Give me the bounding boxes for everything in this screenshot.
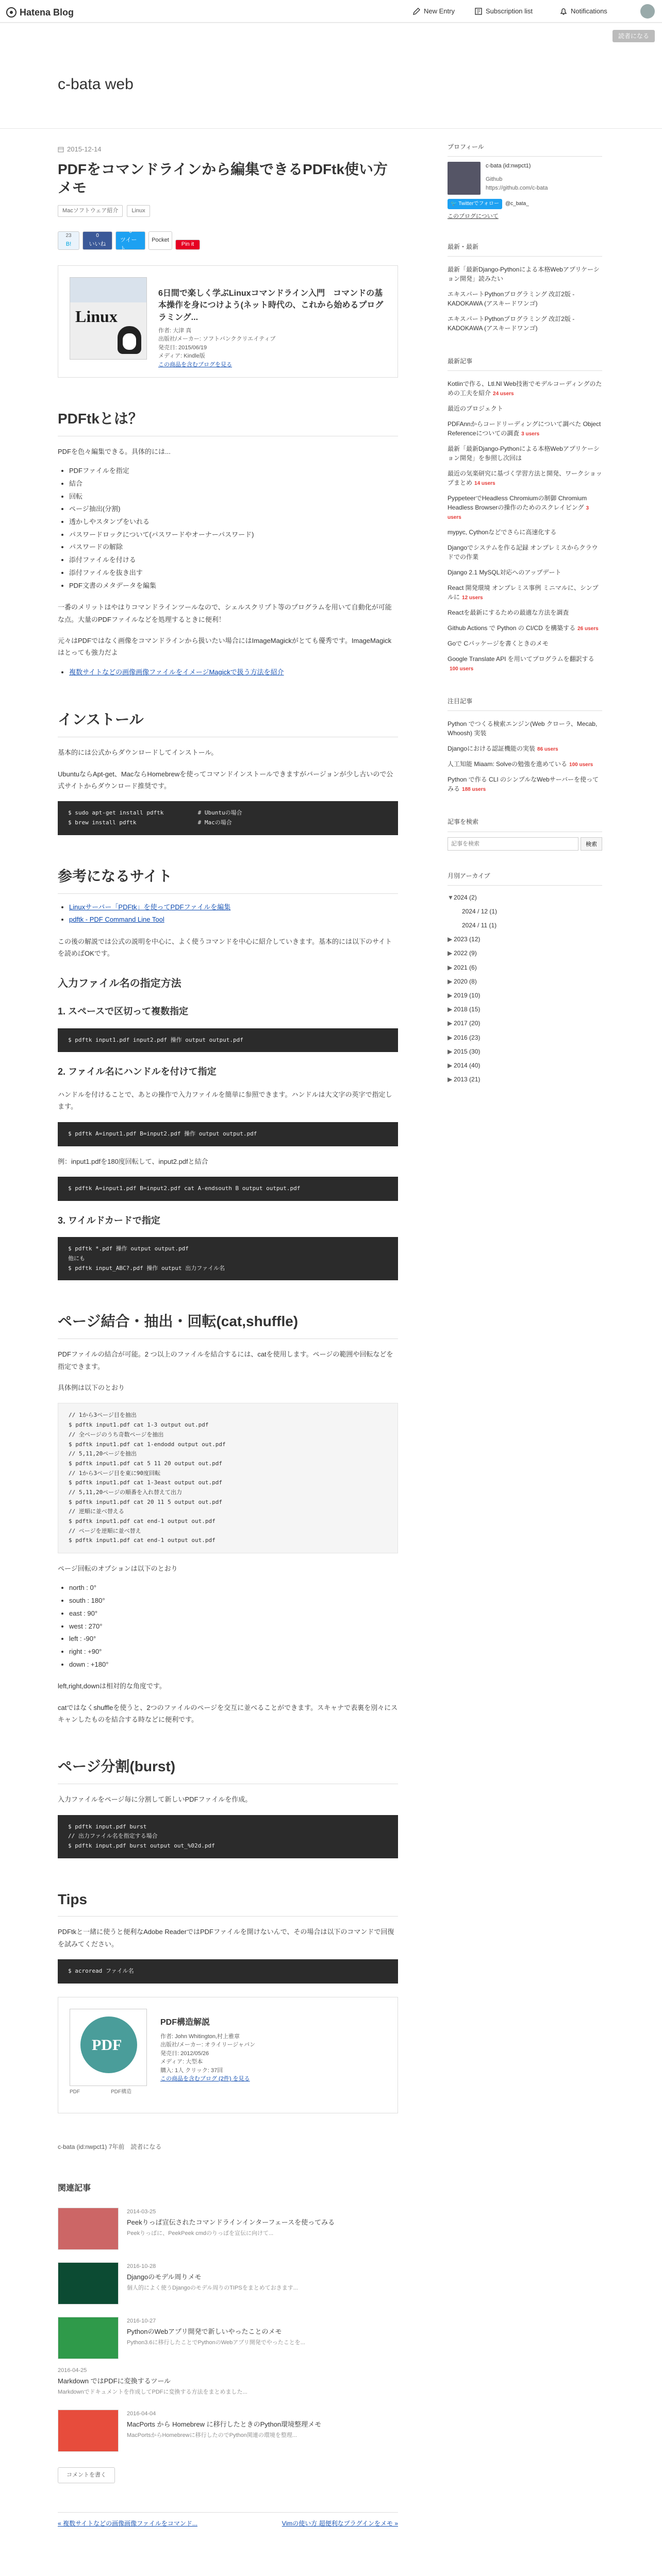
imagemagick-link[interactable]: 複数サイトなどの画像画像ファイルをイメージMagickで扱う方法を紹介 xyxy=(69,668,284,676)
book-meta xyxy=(160,2032,255,2083)
related-thumbnail[interactable] xyxy=(58,2410,119,2452)
subsection-heading: 3. ワイルドカードで指定 xyxy=(58,1215,160,1226)
book-info xyxy=(158,277,386,366)
pdf-book-cover[interactable] xyxy=(70,2009,147,2086)
sidebar-entry[interactable] xyxy=(448,416,602,441)
related-date: 2014-03-25 xyxy=(127,2208,156,2215)
logo-text: Hatena Blog xyxy=(20,7,74,18)
book-title[interactable]: 6日間で楽しく学ぶLinuxコマンドライン入門 コマンドの基本操作を身につけよう(ネット時代の、これから始めるプログラミング... xyxy=(158,289,384,322)
code-line: // 1から3ページ目を東に90度回転 xyxy=(69,1469,161,1477)
module-heading: 注目記事 xyxy=(448,697,602,711)
entry-link[interactable]: Reactを最新にするための最適な方法を調査 xyxy=(448,609,569,617)
sidebar-entry[interactable] xyxy=(448,441,602,466)
sidebar-entry[interactable] xyxy=(448,620,602,636)
archive-year-label[interactable]: 2013 (21) xyxy=(454,1076,481,1083)
archive-year-label[interactable]: 2023 (12) xyxy=(454,936,481,943)
archive-year-label[interactable]: 2019 (10) xyxy=(454,992,481,999)
list-item: • ページ抽出(分割) xyxy=(69,503,398,516)
section-heading: 参考になるサイト xyxy=(58,865,398,894)
archive-year[interactable] xyxy=(448,989,602,1003)
book-date: 発売日: 2012/05/26 xyxy=(160,2050,209,2057)
sidebar-entry[interactable] xyxy=(448,605,602,620)
sidebar-entry[interactable] xyxy=(448,580,602,605)
section-heading: インストール xyxy=(58,708,398,737)
book-title[interactable]: PDF構造解説 xyxy=(160,2018,210,2027)
archive-year-label[interactable]: 2015 (30) xyxy=(454,1047,481,1055)
module-heading: 最新記事 xyxy=(448,357,602,371)
entry-link[interactable]: 最近のプロジェクト xyxy=(448,405,503,413)
entry-title[interactable]: PDFをコマンドラインから編集できるPDFtk使い方メモ xyxy=(58,161,388,196)
category-tag[interactable]: Macソフトウェア紹介 xyxy=(58,205,123,217)
related-title[interactable]: Djangoのモデル周りメモ xyxy=(127,2273,202,2281)
category-list xyxy=(58,205,398,217)
module-heading: プロフィール xyxy=(448,142,602,157)
fb-count: 0 xyxy=(96,233,99,239)
search-input[interactable] xyxy=(448,837,578,851)
list-item: • west : 270° xyxy=(69,1620,398,1633)
pencil-icon xyxy=(412,7,421,15)
paragraph: 一番のメリットはやはりコマンドラインツールなので、シェルスクリプト等のプログラムを用いて自動化が可能な点。大量のPDFファイルなどを処理するときに便利！ xyxy=(58,603,392,623)
archive-year-label[interactable]: 2021 (6) xyxy=(454,963,477,971)
module-heading: 記事を検索 xyxy=(448,817,602,832)
sidebar-entry[interactable]: 最新「最新Django-Pythonによる本格Webアプリケーション開発」読みたい xyxy=(448,265,600,282)
triangle-right-icon[interactable]: ▶ xyxy=(448,950,453,957)
book-author: 作者: 大津 真 xyxy=(158,327,192,334)
prev-entry-link[interactable]: « 複数サイトなどの画像画像ファイルをコマンド... xyxy=(58,2520,197,2528)
list-item: • パスワードの解除 xyxy=(69,541,398,554)
archive-year[interactable] xyxy=(448,975,602,989)
book-media: メディア: Kindle版 xyxy=(158,353,205,360)
archive-year-label[interactable]: 2014 (40) xyxy=(454,1061,481,1069)
cover-caption: PDF構造 xyxy=(111,2089,131,2095)
paragraph: UbuntuならApt-get、MacならHomebrewを使ってコマンドインストールできますがバージョンが少し古いので公式サイトからダウンロード推奨です。 xyxy=(58,770,393,790)
list-item: • PDF文書のメタデータを編集 xyxy=(69,580,398,592)
section-heading: ページ結合・抽出・回転(cat,shuffle) xyxy=(58,1310,398,1339)
blog-header xyxy=(0,52,662,129)
triangle-right-icon[interactable]: ▶ xyxy=(448,963,453,971)
archive-year[interactable] xyxy=(448,1059,602,1073)
entry-link[interactable]: 最近の気楽研究に基づく学習方法と開発、ワークショップまとめ xyxy=(448,470,602,487)
entry-pager xyxy=(58,2512,398,2529)
sidebar-entry[interactable] xyxy=(448,651,602,676)
reference-links xyxy=(58,901,398,926)
triangle-right-icon[interactable]: ▶ xyxy=(448,936,453,943)
search-button[interactable]: 検索 xyxy=(581,837,602,851)
hatena-bookmark-button[interactable] xyxy=(58,231,79,250)
bookmark-count-badge[interactable]: 188 users xyxy=(462,787,486,793)
twitter-follow-label: Twitterでフォロー xyxy=(458,201,500,207)
code-block[interactable] xyxy=(58,1237,398,1280)
related-date: 2016-04-25 xyxy=(58,2367,87,2374)
paragraph: ハンドルを付けることで、あとの操作で入力ファイルを簡単に参照できます。ハンドルは大文字の英字で指定します。 xyxy=(58,1091,392,1111)
section-heading: Tips xyxy=(58,1888,398,1917)
archive-year-label[interactable]: 2024 (2) xyxy=(454,893,477,901)
code-line: $ pdftk input_ABC?.pdf 操作 output 出力ファイル名 xyxy=(68,1264,225,1272)
related-item[interactable] xyxy=(58,2208,398,2250)
profile-module xyxy=(448,142,602,222)
related-title[interactable]: Peekりっぱ宣伝されたコマンドラインインターフェースを使ってみる xyxy=(127,2218,335,2227)
related-date: 2016-10-27 xyxy=(127,2317,156,2324)
triangle-right-icon[interactable]: ▶ xyxy=(448,1020,453,1027)
subsection-heading: 入力ファイル名の指定方法 xyxy=(58,977,181,989)
code-line: $ pdftk input1.pdf cat 1-endodd output out.pdf xyxy=(69,1440,226,1448)
fb-label: いいね xyxy=(89,241,106,248)
list-item: • 添付ファイルを抜き出す xyxy=(69,567,398,580)
pocket-label: Pocket xyxy=(152,237,169,244)
code-line: $ pdftk input1.pdf cat 20 11 5 output out.pdf xyxy=(69,1498,223,1505)
sidebar-entry[interactable] xyxy=(448,401,602,416)
related-heading: 関連記事 xyxy=(58,2184,91,2193)
bookmark-count-badge[interactable]: 100 users xyxy=(569,762,593,768)
sidebar xyxy=(448,142,602,1107)
code-line: // 1から3ページ目を抽出 xyxy=(69,1412,137,1419)
related-item[interactable] xyxy=(58,2366,398,2397)
code-line: // 全ページのうち奇数ページを抽出 xyxy=(69,1431,164,1438)
write-comment-button[interactable]: コメントを書く xyxy=(58,2467,115,2484)
archive-year[interactable] xyxy=(448,1073,602,1087)
subscription-label: Subscription list xyxy=(486,7,533,15)
section-heading: PDFtkとは？ xyxy=(58,408,398,436)
archive-module xyxy=(448,871,602,1087)
related-date: 2016-10-28 xyxy=(127,2263,156,2269)
amazon-book-card xyxy=(58,1997,398,2113)
subsection-heading: 1. スペースで区切って複数指定 xyxy=(58,1006,189,1016)
book-publisher: 出版社/メーカー: ソフトバンククリエイティブ xyxy=(158,336,276,343)
related-list xyxy=(58,2208,398,2452)
bookmark-count-badge[interactable]: 86 users xyxy=(537,747,558,753)
code-line: // 5,11,20ページの順番を入れ替えて出力 xyxy=(69,1488,183,1496)
code-line: $ brew install pdftk # Macの場合 xyxy=(68,819,232,826)
sidebar-entry[interactable] xyxy=(448,466,602,490)
triangle-right-icon[interactable]: ▶ xyxy=(448,1047,453,1055)
entry-link[interactable]: Python でつくる検索エンジン(Web クローラ、Mecab, Whoosh) 実装 xyxy=(448,720,598,737)
archive-year[interactable] xyxy=(448,946,602,960)
related-title[interactable]: MacPorts から Homebrew に移行したときのPython環境整理メモ xyxy=(127,2420,322,2429)
tw-label: ツイート xyxy=(120,236,137,252)
new-entry-label: New Entry xyxy=(424,7,455,15)
sidebar-entry[interactable] xyxy=(448,490,602,524)
profile-subtitle: Github xyxy=(486,176,503,182)
sidebar-entry[interactable] xyxy=(448,716,602,741)
tw-count: 0 xyxy=(129,228,132,234)
twitter-handle[interactable]: @c_bata_ xyxy=(505,201,529,207)
entry-link[interactable]: Python で作る CLI のシンプルなWebサーバーを使ってみる xyxy=(448,776,599,793)
code-line: $ pdftk input1.pdf cat 1-3 output out.pdf xyxy=(69,1421,209,1429)
pin-label: Pin it xyxy=(181,241,194,248)
book-extra: 購入: 1人 クリック: 37回 xyxy=(160,2067,223,2074)
paragraph: PDFを色々編集できる。具体的には... xyxy=(58,447,171,455)
pinterest-button[interactable] xyxy=(175,240,200,250)
hatena-logo-icon xyxy=(6,7,16,18)
hatebu-count: 23 xyxy=(65,233,72,239)
paragraph: 元々はPDFではなく画像をコマンドラインから扱いたい場合にはImageMagickがとても優秀です。ImageMagickはとっても強力だよ xyxy=(58,637,392,657)
archive-month[interactable]: 2024 / 11 (1) xyxy=(462,922,497,929)
list-item: • east : 90° xyxy=(69,1607,398,1620)
sidebar-entry[interactable] xyxy=(448,524,602,540)
archive-year-label[interactable]: 2016 (23) xyxy=(454,1033,481,1041)
code-line: $ pdftk *.pdf 操作 output output.pdf xyxy=(68,1245,189,1252)
recent-entries-module xyxy=(448,357,602,676)
list-item: • south : 180° xyxy=(69,1595,398,1607)
archive-month[interactable]: 2024 / 12 (1) xyxy=(462,907,498,915)
sidebar-entry[interactable] xyxy=(448,540,602,565)
featured-module xyxy=(448,697,602,796)
category-tag[interactable]: Linux xyxy=(127,205,150,217)
related-item[interactable] xyxy=(58,2262,398,2304)
entry-link[interactable]: Google Translate API を用いてプログラムを翻訳する xyxy=(448,655,594,663)
global-header xyxy=(0,0,662,23)
list-item: • 回転 xyxy=(69,490,398,503)
link-list xyxy=(58,666,398,679)
list-item: • 結合 xyxy=(69,478,398,490)
code-block[interactable]: $ acroread ファイル名 xyxy=(58,1959,398,1984)
twitter-tweet-button[interactable] xyxy=(115,228,145,252)
archive-year-label[interactable]: 2022 (9) xyxy=(454,950,477,957)
sidebar-entry[interactable] xyxy=(448,756,602,772)
bookmark-count-badge[interactable]: 3 users xyxy=(521,431,540,437)
user-avatar[interactable] xyxy=(640,4,655,19)
code-line: $ pdftk input1.pdf cat end-1 output out.pdf xyxy=(69,1518,216,1524)
author-line[interactable]: c-bata (id:nwpct1) 7年前 読者になる xyxy=(58,2143,162,2150)
list-item: • north : 0° xyxy=(69,1582,398,1595)
triangle-right-icon[interactable]: ▶ xyxy=(448,1033,453,1041)
profile-url[interactable]: https://github.com/c-bata xyxy=(486,185,548,192)
bookmark-count-badge[interactable]: 100 users xyxy=(450,666,474,672)
triangle-right-icon[interactable]: ▶ xyxy=(448,977,453,985)
paragraph: この後の解説では公式の説明を中心に、よく使うコマンドを中心に紹介していきます。基本的には以下のサイトを読めばOKです。 xyxy=(58,938,392,958)
book-date: 発売日: 2015/06/19 xyxy=(158,344,207,351)
next-entry-link[interactable]: Vimの使い方 超便利なプラグインをメモ » xyxy=(282,2520,398,2528)
paragraph: catではなくshuffleを使うと、2つのファイルのページを交互に並べることができます。スキャナで表裏を別々にスキャンしたものを結合する時などに便利です。 xyxy=(58,1703,398,1724)
entry-link[interactable]: mypyc, Cythonなどでさらに高速化する xyxy=(448,529,557,536)
archive-year[interactable] xyxy=(448,1003,602,1016)
code-line: // 5,11,20ページを抽出 xyxy=(69,1450,137,1458)
code-block[interactable]: $ pdftk input1.pdf input2.pdf 操作 output output.pdf xyxy=(58,1028,398,1053)
related-thumbnail[interactable] xyxy=(58,2317,119,2359)
module-heading: 最新・最新 xyxy=(448,242,602,257)
entry-date[interactable] xyxy=(58,144,398,155)
pdf-cover-graphic xyxy=(80,2016,137,2073)
list-item: • パスワードロックについて(パスワードやオーナーパスワード) xyxy=(69,529,398,541)
paragraph: 具体例は以下のとおり xyxy=(58,1384,125,1392)
hatebu-icon: B! xyxy=(65,241,72,248)
cover-stripe xyxy=(70,278,146,302)
triangle-right-icon[interactable]: ▶ xyxy=(448,992,453,999)
code-block[interactable] xyxy=(58,1815,398,1858)
amazon-book-card xyxy=(58,265,398,378)
paragraph: 例：input1.pdfを180度回転して、input2.pdfと結合 xyxy=(58,1157,208,1165)
entry-link[interactable]: 最新「最新Django-Pythonによる本格Webアプリケーション開発」を参照し次回は xyxy=(448,445,600,462)
bookmark-count-badge[interactable]: 24 users xyxy=(493,391,514,397)
list-item: • left : -90° xyxy=(69,1633,398,1646)
profile-name[interactable]: c-bata (id:nwpct1) xyxy=(486,163,531,170)
module-heading: 月別アーカイブ xyxy=(448,871,602,886)
popular-module xyxy=(448,242,602,336)
twitter-follow-button[interactable] xyxy=(448,199,502,209)
related-title[interactable]: Markdown ではPDFに変換するツール xyxy=(58,2377,171,2385)
related-item[interactable] xyxy=(58,2410,398,2452)
entry-link[interactable]: Github Actions で Python の CI/CD を構築する xyxy=(448,624,576,632)
sidebar-entry[interactable]: エキスパートPythonプログラミング 改訂2版 - KADOKAWA (アスキードワンゴ) xyxy=(448,290,575,307)
article xyxy=(58,144,398,2529)
section-heading: ページ分割(burst) xyxy=(58,1755,398,1784)
cover-title: Linux xyxy=(75,307,118,326)
cover-caption: PDF xyxy=(70,2089,80,2095)
bookmark-count-badge[interactable]: 12 users xyxy=(462,595,483,601)
subscription-list-button[interactable] xyxy=(474,6,533,17)
triangle-down-icon[interactable]: ▼ xyxy=(448,893,454,901)
sidebar-entry[interactable] xyxy=(448,636,602,651)
hatena-blog-logo[interactable] xyxy=(6,5,74,20)
entry-date-text: 2015-12-14 xyxy=(67,145,102,153)
code-line: // 逆順に並べ替える xyxy=(69,1508,124,1515)
entry-link[interactable]: Djangoにおける認証機能の実装 xyxy=(448,745,536,753)
archive-year[interactable] xyxy=(448,1045,602,1059)
code-block[interactable] xyxy=(58,801,398,835)
blog-title[interactable]: c-bata web xyxy=(58,76,134,93)
entry-link[interactable]: Goで Cパッケージを書くときのメモ xyxy=(448,640,549,648)
list-item: • down : +180° xyxy=(69,1658,398,1671)
share-buttons xyxy=(58,228,398,252)
book-meta xyxy=(158,327,386,369)
code-line: $ pdftk input1.pdf cat 5 11 20 output out.pdf xyxy=(69,1460,223,1467)
facebook-like-button[interactable] xyxy=(82,231,112,250)
list-item: • 添付ファイルを付ける xyxy=(69,554,398,567)
code-line: // 出力ファイル名を指定する場合 xyxy=(68,1833,158,1840)
entry-link[interactable]: 人工知能 Miaam: Solveの勉強を進めている xyxy=(448,760,568,768)
archive-year[interactable] xyxy=(448,1031,602,1045)
triangle-right-icon[interactable]: ▶ xyxy=(448,1061,453,1069)
list-item: • right : +90° xyxy=(69,1646,398,1658)
related-snippet: Python3.6に移行したことでPythonのWebアプリ開発でやったことを... xyxy=(127,2340,305,2346)
book-blog-link[interactable]: この商品を含むブログ (2件) を見る xyxy=(160,2076,250,2082)
entry-link[interactable]: PDFAnnからコードリーディングについて調べた Object Referenceについての調査 xyxy=(448,420,601,437)
code-line: $ pdftk input1.pdf cat end-1 output out.pdf xyxy=(69,1537,216,1544)
notifications-button[interactable] xyxy=(559,6,607,17)
sidebar-entry[interactable]: エキスパートPythonプログラミング 改訂2版 - KADOKAWA (アスキードワンゴ) xyxy=(448,315,575,332)
sidebar-entry[interactable] xyxy=(448,772,602,796)
about-blog-link[interactable]: このブログについて xyxy=(448,213,499,220)
bookmark-count-badge[interactable]: 3 users xyxy=(448,505,589,521)
bookmark-count-badge[interactable]: 14 users xyxy=(474,481,495,487)
book-blog-link[interactable]: この商品を含むブログを見る xyxy=(158,361,232,368)
related-date: 2016-04-04 xyxy=(127,2410,156,2417)
book-cover-image[interactable] xyxy=(70,277,147,360)
notifications-label: Notifications xyxy=(571,7,607,15)
entry-link[interactable]: Djangoでシステムを作る記録 オンプレミスからクラウドでの作業 xyxy=(448,544,598,561)
subsection-heading: 2. ファイル名にハンドルを付けて指定 xyxy=(58,1066,217,1077)
calendar-icon xyxy=(58,146,64,152)
archive-year-label[interactable]: 2020 (8) xyxy=(454,977,477,985)
related-thumbnail[interactable] xyxy=(58,2208,119,2250)
book-author: 作者: John Whitington,村上雅章 xyxy=(160,2033,240,2040)
code-line: // ページを逆順に並べ替え xyxy=(69,1527,141,1534)
paragraph: 基本的には公式からダウンロードしてインストール。 xyxy=(58,749,218,757)
paragraph: PDFtkと一緒に使うと便利なAdobe ReaderではPDFファイルを開けないんで、その場合は以下のコマンドで回復を試みてください。 xyxy=(58,1928,394,1948)
code-line: $ sudo apt-get install pdftk # Ubuntuの場合 xyxy=(68,809,242,817)
list-item: • PDFファイルを指定 xyxy=(69,465,398,478)
pocket-button[interactable] xyxy=(148,231,172,250)
sidebar-entry[interactable] xyxy=(448,376,602,401)
archive-year-label[interactable]: 2017 (20) xyxy=(454,1020,481,1027)
search-module xyxy=(448,817,602,850)
profile-avatar[interactable] xyxy=(448,162,481,195)
related-snippet: Markdownでドキュメントを作成してPDFに変換する方法をまとめました... xyxy=(58,2389,247,2396)
list-item: • 透かしやスタンプをいれる xyxy=(69,516,398,529)
new-entry-button[interactable] xyxy=(412,6,455,17)
archive-year[interactable] xyxy=(448,961,602,975)
entry-link[interactable]: Django 2.1 MySQL対応へのアップデート xyxy=(448,569,561,577)
code-line: 他にも xyxy=(68,1255,85,1262)
sidebar-entry[interactable] xyxy=(448,741,602,756)
archive-year[interactable] xyxy=(448,1016,602,1030)
code-block[interactable] xyxy=(58,1403,398,1553)
related-item[interactable] xyxy=(58,2317,398,2359)
code-block[interactable]: $ pdftk A=input1.pdf B=input2.pdf cat A-endsouth B output output.pdf xyxy=(58,1177,398,1201)
entry-link[interactable]: React 開発環境 オンプレミス事例 ミニマルに、シンプルに xyxy=(448,584,599,601)
book-icon xyxy=(474,7,483,15)
book-publisher: 出版社/メーカー: オライリージャパン xyxy=(160,2042,256,2048)
related-snippet: 個人的によく使うDjangoのモデル周りのTIPSをまとめておきます... xyxy=(127,2285,298,2292)
reference-link[interactable]: pdftk - PDF Command Line Tool xyxy=(69,916,164,924)
related-snippet: MacPortsからHomebrewに移行したのでPython関連の環境を整理... xyxy=(127,2432,297,2439)
bird-icon: 🐦 xyxy=(451,201,459,207)
tux-icon xyxy=(118,326,141,354)
entry-link[interactable]: PyppeteerでHeadless Chromiumの制御 Chromium Headless Browserの操作のためのスクレイピング xyxy=(448,495,587,512)
code-line: $ pdftk input.pdf burst output out_%02d.pdf xyxy=(68,1842,215,1849)
bell-icon xyxy=(559,7,568,15)
feature-list xyxy=(58,465,398,592)
archive-year-label[interactable]: 2018 (15) xyxy=(454,1006,481,1013)
paragraph: ページ回転のオプションは以下のとおり xyxy=(58,1565,178,1573)
code-line: $ pdftk input.pdf burst xyxy=(68,1823,147,1830)
entry-link[interactable]: Kotlinで作る、Ltl.Nl Web技術でモデルコーディングのための工夫を紹介 xyxy=(448,380,602,397)
triangle-right-icon[interactable]: ▶ xyxy=(448,1006,453,1013)
related-title[interactable]: PythonのWebアプリ開発で新しいやったことのメモ xyxy=(127,2328,282,2336)
book-media: メディア: 大型本 xyxy=(160,2059,203,2065)
paragraph: 入力ファイルをページ毎に分割して新しいPDFファイルを作成。 xyxy=(58,1795,252,1804)
code-line: $ pdftk input1.pdf cat 1-3east output out.pdf xyxy=(69,1479,223,1486)
paragraph: left,right,downは相対的な角度です。 xyxy=(58,1682,166,1690)
archive-year[interactable] xyxy=(448,891,602,905)
reference-link[interactable]: Linuxサーバー「PDFtk」を使ってPDFファイルを編集 xyxy=(69,903,231,911)
related-thumbnail[interactable] xyxy=(58,2262,119,2304)
follow-blog-button[interactable]: 読者になる xyxy=(613,30,655,42)
triangle-right-icon[interactable]: ▶ xyxy=(448,1076,453,1083)
sidebar-entry[interactable] xyxy=(448,565,602,580)
related-snippet: Peekりっぱに、PeekPeek cmdのりっぱを宣伝に向けて... xyxy=(127,2230,274,2237)
bookmark-count-badge[interactable]: 26 users xyxy=(577,626,599,632)
rotation-list xyxy=(58,1582,398,1671)
archive-year[interactable] xyxy=(448,933,602,946)
paragraph: PDFファイルの結合が可能。2 つ以上のファイルを結合するには、catを使用します。ページの範囲や回転などを指定できます。 xyxy=(58,1350,393,1370)
code-block[interactable]: $ pdftk A=input1.pdf B=input2.pdf 操作 output output.pdf xyxy=(58,1122,398,1146)
